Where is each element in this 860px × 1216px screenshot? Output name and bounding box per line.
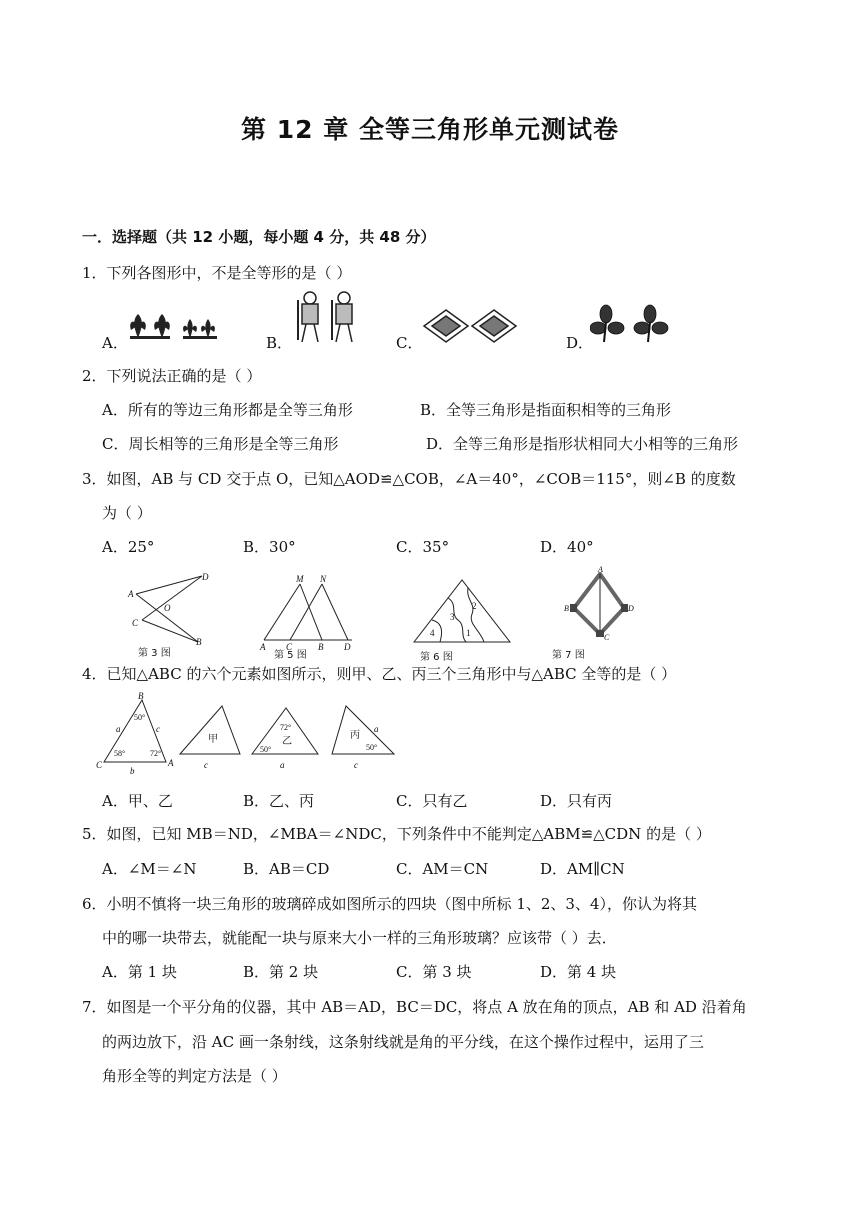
f4-triangle-yi: 乙 bbox=[282, 736, 292, 747]
f7-label-b: B bbox=[564, 604, 569, 613]
fleur-de-lis-icon bbox=[128, 308, 220, 344]
figure-3-caption: 第 3 图 bbox=[138, 648, 171, 659]
q5-option-b: B．AB＝CD bbox=[243, 860, 330, 878]
f6-piece-3: 3 bbox=[450, 612, 455, 622]
q5-option-c: C．AM＝CN bbox=[396, 860, 489, 878]
soldier-icon bbox=[292, 290, 370, 346]
q6-option-a: A．第 1 块 bbox=[102, 963, 177, 981]
figure-7-caption: 第 7 图 bbox=[552, 650, 585, 661]
f4-label-a: A bbox=[168, 758, 174, 768]
f6-piece-2: 2 bbox=[472, 601, 477, 611]
f4-yi-angle-1: 72° bbox=[280, 723, 292, 732]
f5-label-n: N bbox=[320, 574, 327, 584]
f4-angle-a: 72° bbox=[150, 749, 162, 758]
f4-triangle-jia: 甲 bbox=[208, 734, 218, 745]
f4-side-b: b bbox=[130, 766, 135, 776]
question-3-cont: 为（ ） bbox=[102, 504, 152, 522]
f3-label-o: O bbox=[164, 603, 171, 613]
q1-option-c: C． bbox=[396, 334, 423, 352]
f7-label-a: A bbox=[598, 566, 603, 574]
q4-option-d: D．只有丙 bbox=[540, 792, 613, 810]
q2-option-d: D．全等三角形是指形状相同大小相等的三角形 bbox=[426, 435, 739, 453]
figure-4 bbox=[92, 690, 402, 776]
f4-side-c: c bbox=[156, 724, 160, 734]
question-2: 2．下列说法正确的是（ ） bbox=[82, 367, 262, 385]
q3-option-d: D．40° bbox=[540, 538, 594, 556]
question-7-cont-2: 角形全等的判定方法是（ ） bbox=[102, 1067, 287, 1085]
f3-label-a: A bbox=[128, 589, 134, 599]
question-1: 1．下列各图形中，不是全等形的是（ ） bbox=[82, 264, 352, 282]
figure-3 bbox=[120, 568, 220, 660]
f6-piece-1: 1 bbox=[466, 628, 471, 638]
q3-option-c: C．35° bbox=[396, 538, 450, 556]
figure-5-caption: 第 5 图 bbox=[274, 650, 307, 660]
q2-option-a: A．所有的等边三角形都是全等三角形 bbox=[102, 401, 353, 419]
question-3: 3．如图，AB 与 CD 交于点 O，已知△AOD≌△COB，∠A＝40°，∠COB＝115°，则∠B 的度数 bbox=[82, 470, 736, 488]
f3-label-d: D bbox=[202, 572, 209, 582]
f6-piece-4: 4 bbox=[430, 628, 435, 638]
q4-option-c: C．只有乙 bbox=[396, 792, 468, 810]
question-6: 6．小明不慎将一块三角形的玻璃碎成如图所示的四块（图中所标 1、2、3、4），你认为将其 bbox=[82, 895, 697, 913]
f4-triangle-bing: 丙 bbox=[350, 730, 360, 741]
f5-label-a: A bbox=[260, 642, 266, 652]
q6-option-d: D．第 4 块 bbox=[540, 963, 617, 981]
f4-angle-c: 58° bbox=[114, 749, 126, 758]
q1-option-b: B． bbox=[266, 334, 293, 352]
page-title: 第 12 章 全等三角形单元测试卷 bbox=[241, 115, 619, 144]
f4-bing-side-a: a bbox=[374, 724, 379, 734]
q1-option-a: A． bbox=[102, 334, 128, 352]
f3-label-b: B bbox=[196, 637, 202, 647]
f5-label-b: B bbox=[318, 642, 324, 652]
question-4: 4．已知△ABC 的六个元素如图所示，则甲、乙、丙三个三角形中与△ABC 全等的是（ ） bbox=[82, 665, 677, 683]
f4-jia-side: c bbox=[204, 760, 208, 770]
question-6-cont: 中的哪一块带去，就能配一块与原来大小一样的三角形玻璃？应该带（ ）去． bbox=[102, 929, 617, 947]
f4-label-c: C bbox=[96, 760, 103, 770]
f7-label-d: D bbox=[628, 604, 634, 613]
f5-label-m: M bbox=[296, 574, 304, 584]
q3-option-a: A．25° bbox=[102, 538, 155, 556]
q1-option-d: D． bbox=[566, 334, 594, 352]
f4-angle-b: 50° bbox=[134, 713, 146, 722]
f4-bing-angle: 50° bbox=[366, 743, 378, 752]
question-7: 7．如图是一个平分角的仪器，其中 AB＝AD，BC＝DC，将点 A 放在角的顶点，AB 和 AD 沿着角 bbox=[82, 998, 747, 1016]
f5-label-d: D bbox=[344, 642, 351, 652]
f4-label-b: B bbox=[138, 691, 144, 701]
q6-option-c: C．第 3 块 bbox=[396, 963, 472, 981]
f5-label-c: C bbox=[286, 642, 293, 652]
figure-7 bbox=[548, 566, 640, 662]
question-7-cont-1: 的两边放下，沿 AC 画一条射线，这条射线就是角的平分线，在这个操作过程中，运用了三 bbox=[102, 1033, 704, 1051]
q2-option-b: B．全等三角形是指面积相等的三角形 bbox=[420, 401, 672, 419]
figure-5 bbox=[256, 572, 360, 660]
q5-option-a: A．∠M＝∠N bbox=[102, 860, 197, 878]
f7-label-c: C bbox=[604, 633, 610, 642]
diamond-icon bbox=[422, 308, 520, 344]
q2-option-c: C．周长相等的三角形是全等三角形 bbox=[102, 435, 339, 453]
q6-option-b: B．第 2 块 bbox=[243, 963, 319, 981]
q3-option-b: B．30° bbox=[243, 538, 296, 556]
figure-6-caption: 第 6 图 bbox=[420, 652, 453, 662]
question-5: 5．如图，已知 MB＝ND，∠MBA＝∠NDC，下列条件中不能判定△ABM≌△CDN 的是（ ） bbox=[82, 825, 711, 843]
leaf-sprig-icon bbox=[590, 302, 676, 344]
figure-6 bbox=[410, 574, 514, 662]
q4-option-a: A．甲、乙 bbox=[102, 792, 173, 810]
f4-yi-angle-2: 50° bbox=[260, 745, 272, 754]
f3-label-c: C bbox=[132, 618, 139, 628]
f4-yi-side: a bbox=[280, 760, 285, 770]
q5-option-d: D．AM∥CN bbox=[540, 860, 625, 878]
f4-bing-side-c: c bbox=[354, 760, 358, 770]
f4-side-a: a bbox=[116, 724, 121, 734]
q4-option-b: B．乙、丙 bbox=[243, 792, 315, 810]
section-heading: 一．选择题（共 12 小题，每小题 4 分，共 48 分） bbox=[82, 228, 436, 246]
